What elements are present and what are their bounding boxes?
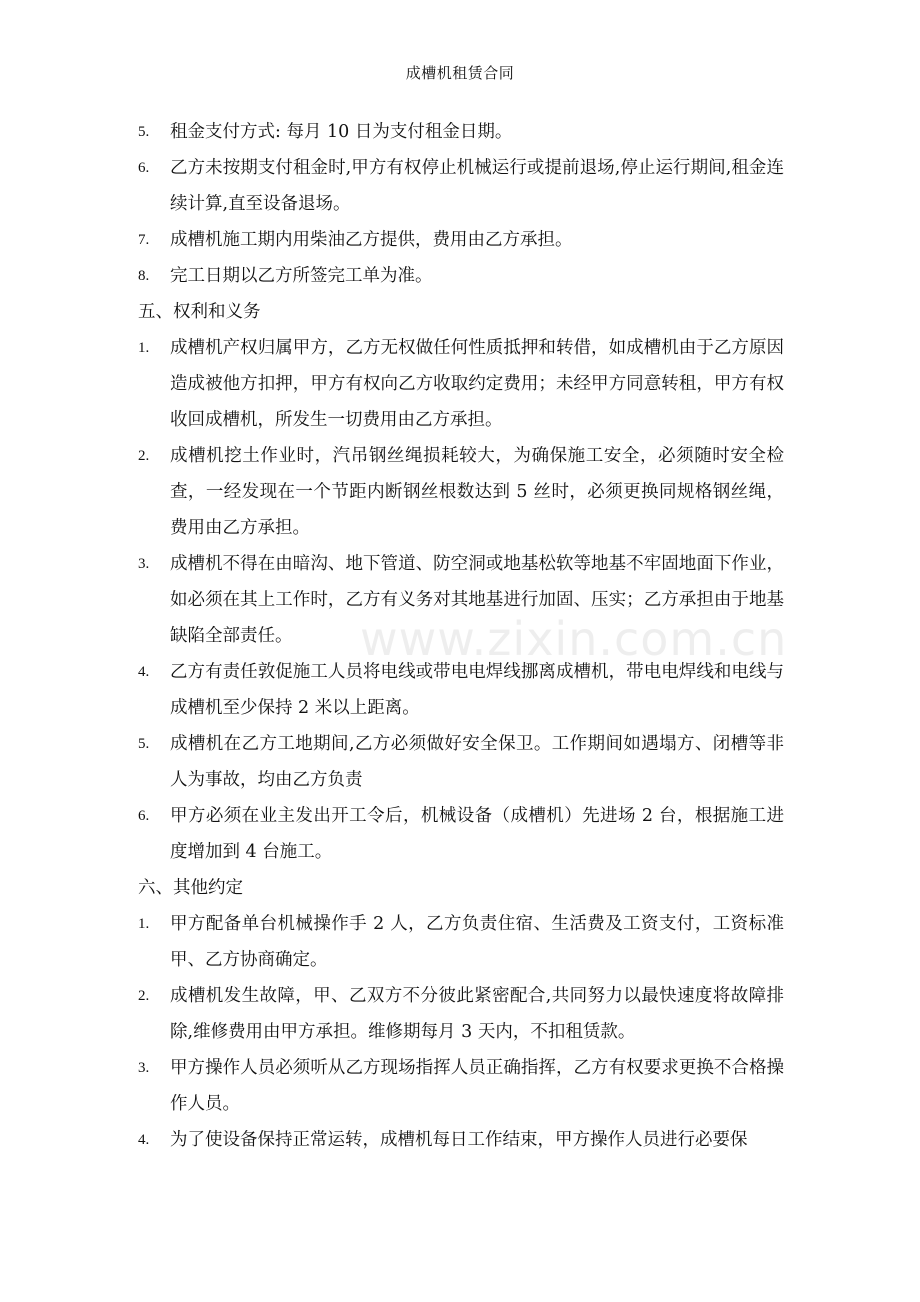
list-item (138, 726, 784, 798)
section-heading-other-agreements: 六、其他约定 (138, 878, 243, 898)
list-item (138, 906, 784, 978)
list-item (138, 1122, 784, 1158)
list-item (138, 1050, 784, 1122)
item-text: 租金支付方式: 每月 10 日为支付租金日期。 (170, 122, 513, 142)
item-number: 3. (138, 556, 150, 572)
item-text: 乙方未按期支付租金时,甲方有权停止机械运行或提前退场,停止运行期间,租金连续计算,直至设备退场。 (170, 158, 784, 214)
item-number: 4. (138, 1132, 150, 1148)
item-number: 7. (138, 232, 150, 248)
item-number: 4. (138, 664, 150, 680)
list-item (138, 330, 784, 438)
list-item (138, 978, 784, 1050)
list-item (138, 798, 784, 870)
item-text: 甲方必须在业主发出开工令后，机械设备（成槽机）先进场 2 台，根据施工进度增加到 4 台施工。 (170, 806, 784, 862)
item-text: 甲方操作人员必须听从乙方现场指挥人员正确指挥，乙方有权要求更换不合格操作人员。 (170, 1058, 784, 1114)
list-item (138, 222, 784, 258)
item-number: 5. (138, 124, 150, 140)
item-number: 1. (138, 916, 150, 932)
list-item (138, 654, 784, 726)
list-item (138, 114, 784, 150)
item-number: 2. (138, 448, 150, 464)
item-text: 完工日期以乙方所签完工单为准。 (170, 266, 433, 286)
item-text: 成槽机在乙方工地期间,乙方必须做好安全保卫。工作期间如遇塌方、闭槽等非人为事故，均由乙方负责 (170, 734, 784, 790)
page-header-title: 成槽机租赁合同 (405, 64, 515, 82)
item-text: 为了使设备保持正常运转，成槽机每日工作结束，甲方操作人员进行必要保 (170, 1130, 748, 1150)
item-number: 1. (138, 340, 150, 356)
item-number: 6. (138, 160, 150, 176)
watermark: www.zixin.com.cn (360, 612, 788, 666)
list-item (138, 258, 784, 294)
list-item (138, 438, 784, 546)
section-heading-rights-obligations: 五、权利和义务 (138, 302, 261, 322)
item-number: 8. (138, 268, 150, 284)
item-text: 成槽机挖土作业时，汽吊钢丝绳损耗较大，为确保施工安全，必须随时安全检查，一经发现在一个节距内断钢丝根数达到 5 丝时，必须更换同规格钢丝绳，费用由乙方承担。 (170, 446, 784, 538)
item-text: 成槽机施工期内用柴油乙方提供，费用由乙方承担。 (170, 230, 573, 250)
item-text: 乙方有责任敦促施工人员将电线或带电电焊线挪离成槽机，带电电焊线和电线与成槽机至少保持 2 米以上距离。 (170, 662, 784, 718)
item-number: 2. (138, 988, 150, 1004)
item-text: 甲方配备单台机械操作手 2 人，乙方负责住宿、生活费及工资支付，工资标准甲、乙方协商确定。 (170, 914, 784, 970)
item-text: 成槽机发生故障，甲、乙双方不分彼此紧密配合,共同努力以最快速度将故障排除,维修费用由甲方承担。维修期每月 3 天内，不扣租赁款。 (170, 986, 784, 1042)
contract-body (138, 114, 784, 1158)
item-number: 6. (138, 808, 150, 824)
item-number: 3. (138, 1060, 150, 1076)
list-item (138, 546, 784, 654)
item-number: 5. (138, 736, 150, 752)
item-text: 成槽机不得在由暗沟、地下管道、防空洞或地基松软等地基不牢固地面下作业，如必须在其上工作时，乙方有义务对其地基进行加固、压实；乙方承担由于地基缺陷全部责任。 (170, 554, 784, 646)
list-item (138, 150, 784, 222)
item-text: 成槽机产权归属甲方，乙方无权做任何性质抵押和转借，如成槽机由于乙方原因造成被他方扣押，甲方有权向乙方收取约定费用；未经甲方同意转租，甲方有权收回成槽机，所发生一切费用由乙方承担。 (170, 338, 784, 430)
